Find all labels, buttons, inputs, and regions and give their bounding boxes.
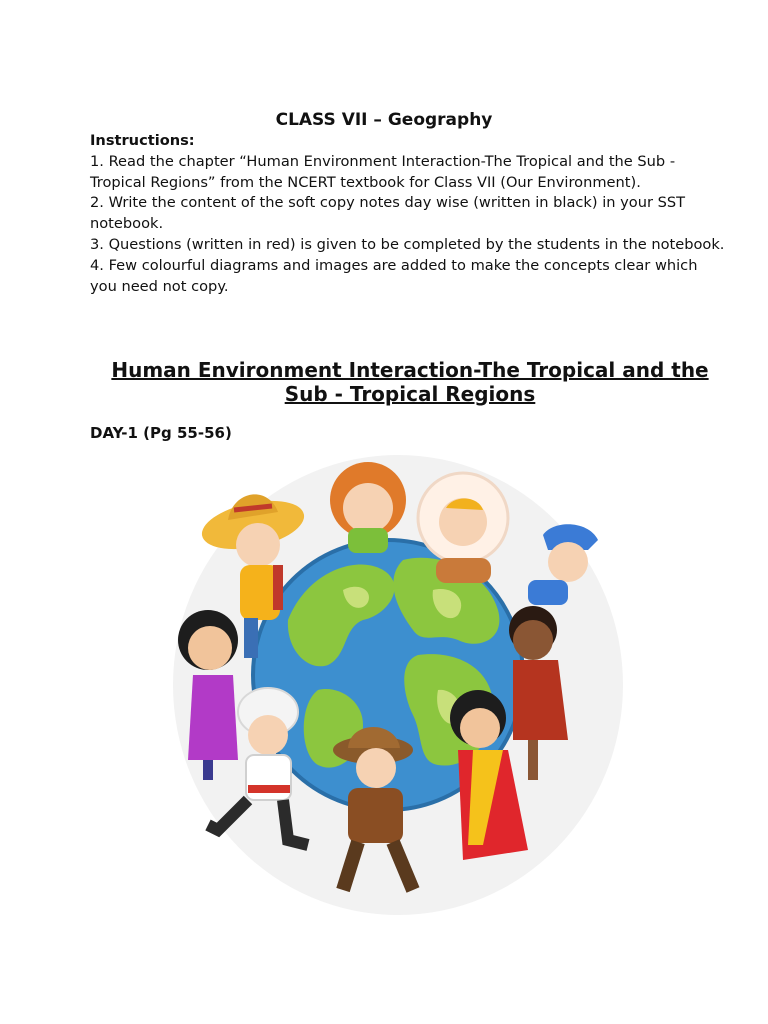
instructions-heading: Instructions:: [90, 132, 195, 149]
chapter-heading-line1: Human Environment Interaction-The Tropical and the: [111, 358, 709, 382]
instruction-item-4: 4. Few colourful diagrams and images are added to make the concepts clear which you need not copy.: [90, 256, 698, 295]
chapter-heading: [70, 358, 750, 406]
children-around-globe-illustration: [168, 450, 623, 915]
illustration-svg: [168, 450, 623, 915]
class-title: CLASS VII – Geography: [275, 110, 493, 130]
instruction-item-1: 1. Read the chapter “Human Environment Interaction-The Tropical and the Sub - Tropical Regions” from the NCERT textbook for Class VII (Our Environment).: [90, 152, 676, 191]
day-label: DAY-1 (Pg 55-56): [90, 424, 232, 442]
instruction-item-2: 2. Write the content of the soft copy notes day wise (written in black) in your SST notebook.: [90, 194, 686, 233]
instruction-item-3: 3. Questions (written in red) is given to be completed by the students in the notebook.: [90, 235, 725, 253]
instructions-block: [90, 131, 725, 297]
chapter-heading-line2: Sub - Tropical Regions: [284, 382, 536, 406]
